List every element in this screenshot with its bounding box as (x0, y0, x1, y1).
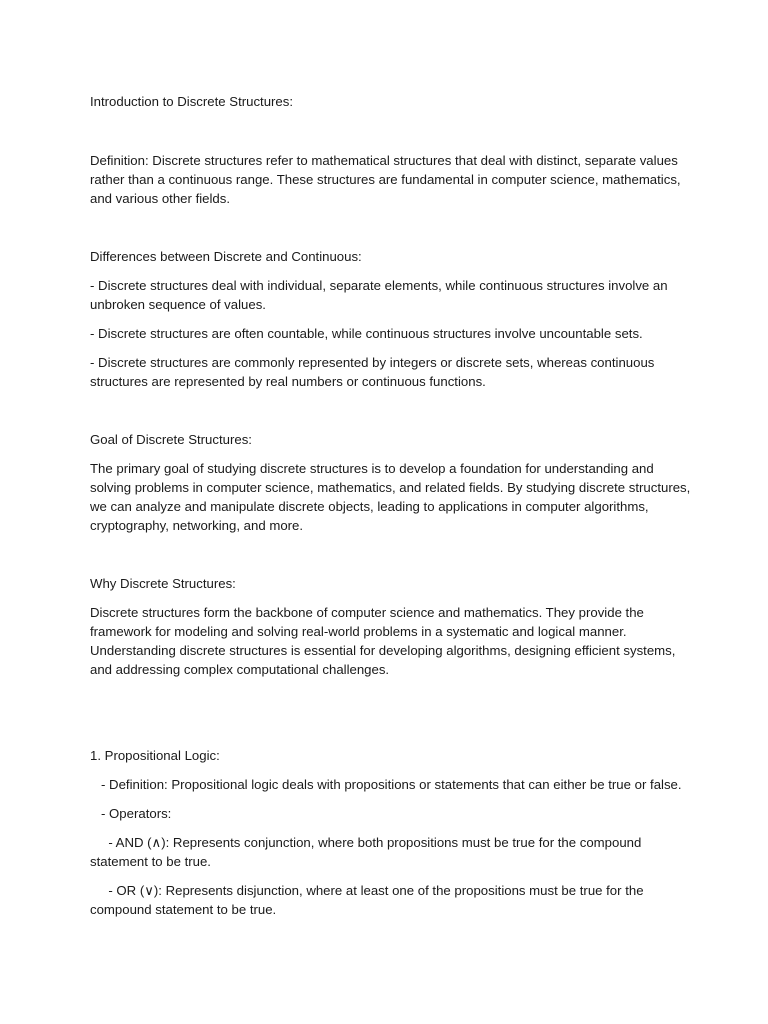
intro-definition-line-3: and various other fields. (90, 191, 231, 206)
why-paragraph-line-2: framework for modeling and solving real-world problems in a systematic and logical manner. (90, 624, 627, 639)
operator-or-line-2: compound statement to be true. (90, 902, 277, 917)
propositional-heading: 1. Propositional Logic: (90, 748, 220, 763)
why-heading: Why Discrete Structures: (90, 576, 236, 591)
goal-paragraph-line-3: we can analyze and manipulate discrete objects, leading to applications in computer algorithms, (90, 499, 649, 514)
intro-definition-line-2: rather than a continuous range. These structures are fundamental in computer science, mathematics, (90, 172, 681, 187)
differences-bullet-1-line-1: - Discrete structures deal with individual, separate elements, while continuous structures involve an (90, 278, 668, 293)
intro-heading: Introduction to Discrete Structures: (90, 94, 294, 109)
why-paragraph-line-4: and addressing complex computational challenges. (90, 662, 390, 677)
operator-and-line-2: statement to be true. (90, 854, 211, 869)
why-paragraph-line-1: Discrete structures form the backbone of computer science and mathematics. They provide the (90, 605, 644, 620)
differences-bullet-2-line-1: - Discrete structures are often countable, while continuous structures involve uncountable sets. (90, 326, 643, 341)
goal-paragraph-line-1: The primary goal of studying discrete structures is to develop a foundation for understanding and (90, 461, 654, 476)
propositional-operators: - Operators: (90, 806, 172, 821)
goal-heading: Goal of Discrete Structures: (90, 432, 252, 447)
differences-heading: Differences between Discrete and Continuous: (90, 249, 362, 264)
why-paragraph-line-3: Understanding discrete structures is essential for developing algorithms, designing efficient systems, (90, 643, 676, 658)
goal-paragraph-line-2: solving problems in computer science, mathematics, and related fields. By studying discrete structures, (90, 480, 691, 495)
operator-and-line-1: - AND (∧): Represents conjunction, where both propositions must be true for the compound (90, 835, 642, 850)
differences-bullet-3-line-1: - Discrete structures are commonly represented by integers or discrete sets, whereas continuous (90, 355, 655, 370)
differences-bullet-1-line-2: unbroken sequence of values. (90, 297, 266, 312)
goal-paragraph-line-4: cryptography, networking, and more. (90, 518, 304, 533)
propositional-definition: - Definition: Propositional logic deals with propositions or statements that can either be true or false. (90, 777, 682, 792)
operator-or-line-1: - OR (∨): Represents disjunction, where at least one of the propositions must be true for the (90, 883, 644, 898)
differences-bullet-3-line-2: structures are represented by real numbers or continuous functions. (90, 374, 486, 389)
intro-definition-line-1: Definition: Discrete structures refer to mathematical structures that deal with distinct, separate values (90, 153, 678, 168)
